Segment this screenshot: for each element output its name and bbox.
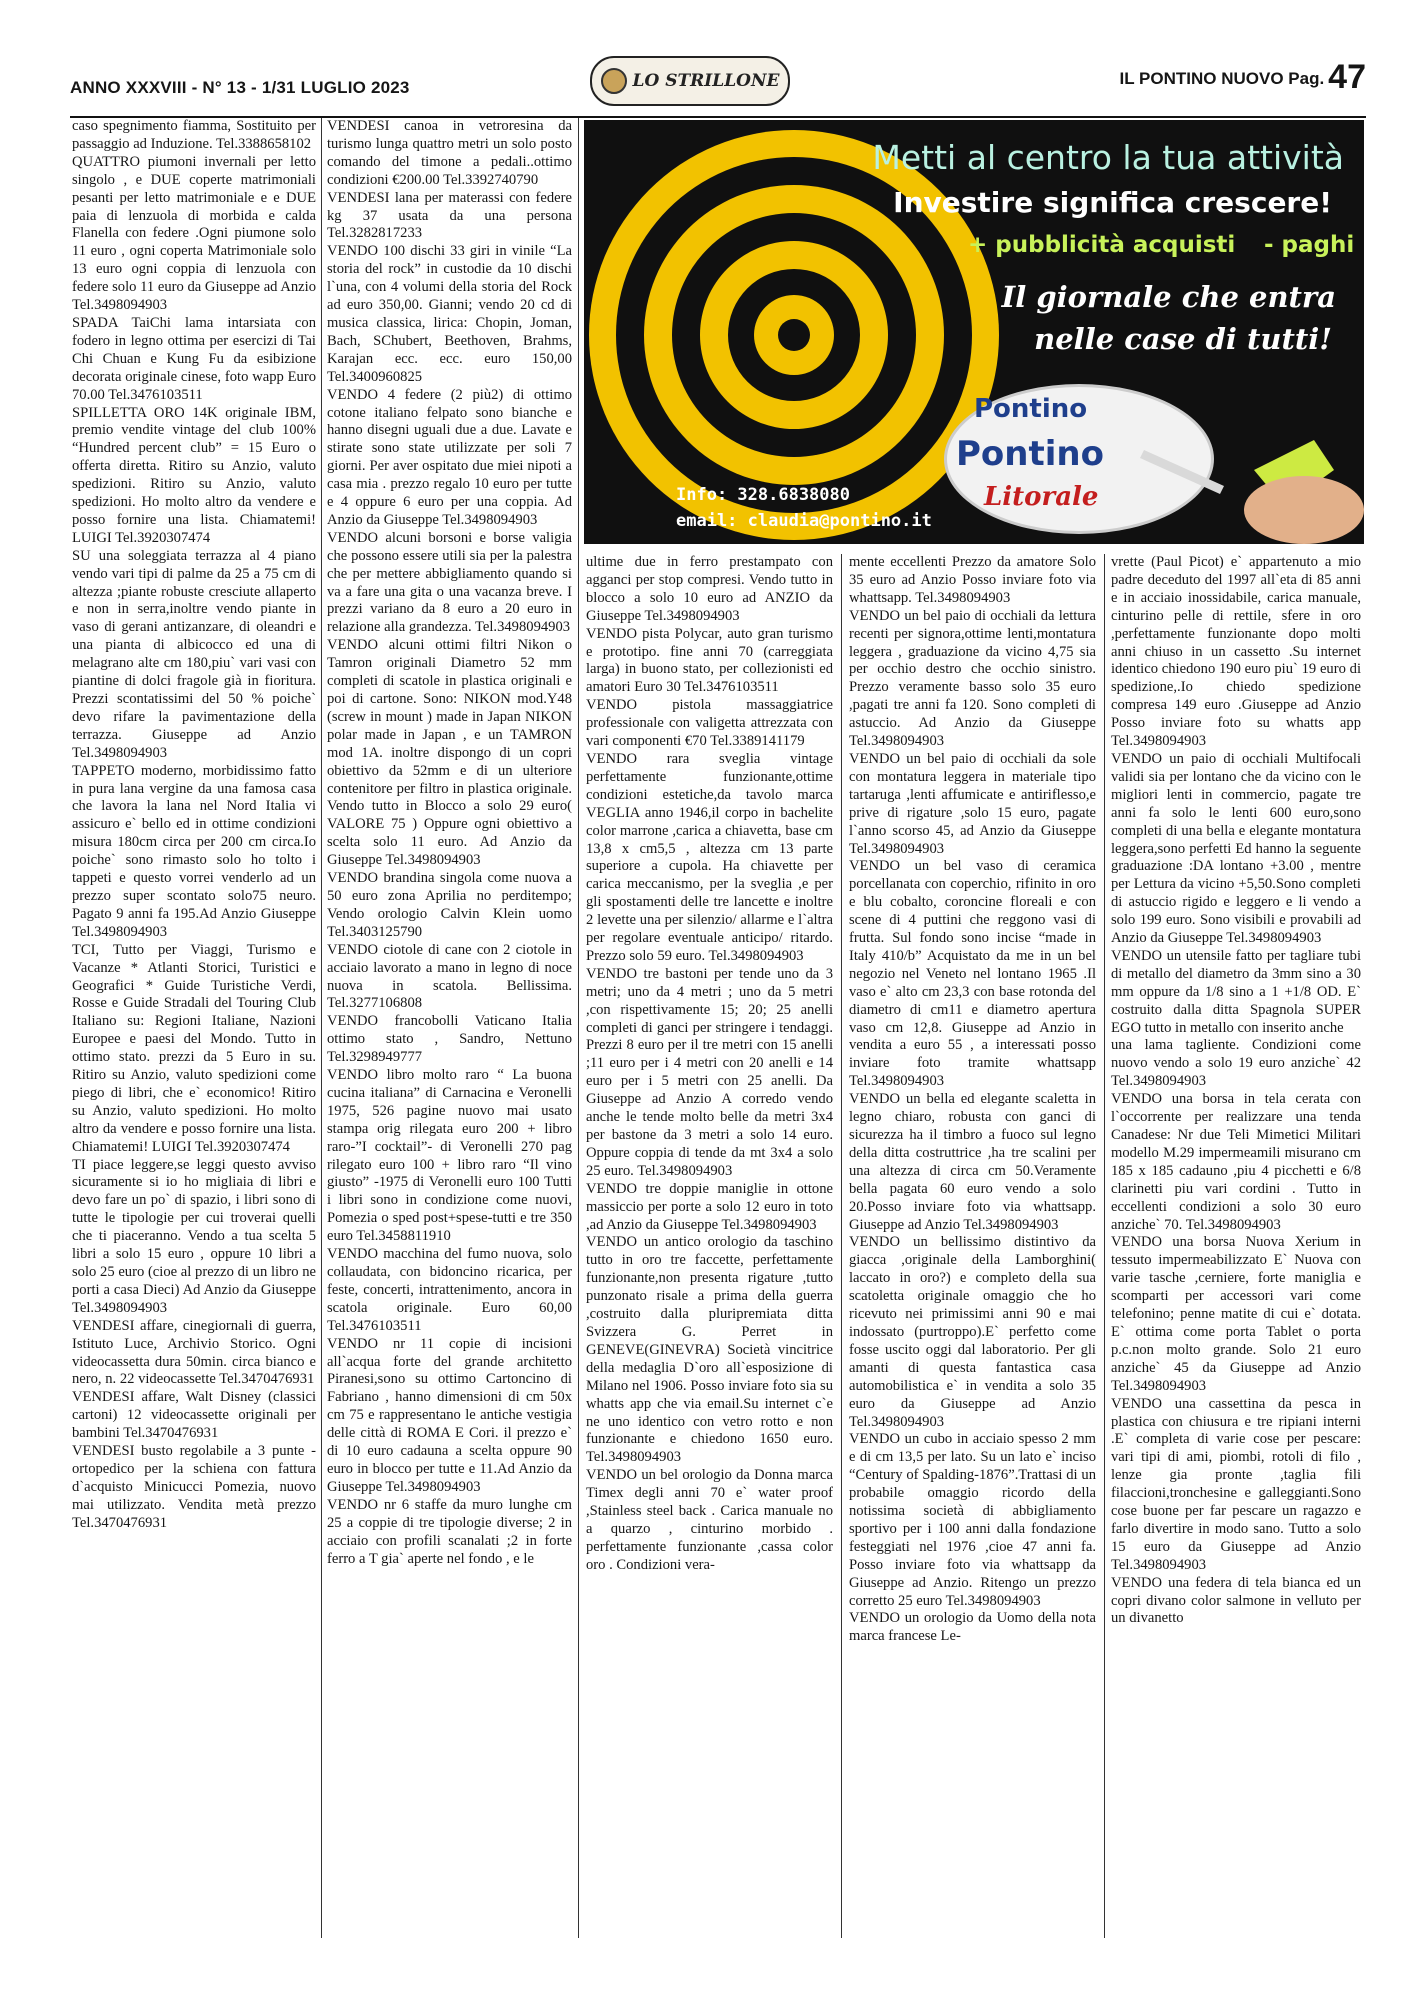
- column-divider: [1104, 554, 1105, 1938]
- ad-headline: Metti al centro la tua attività: [872, 138, 1344, 177]
- ad-tagline-2: nelle case di tutti!: [1034, 322, 1332, 356]
- column-divider: [841, 554, 842, 1938]
- publication-line: [1120, 58, 1366, 97]
- lo-strillone-logo: [590, 56, 790, 106]
- ad-contact: [676, 482, 932, 534]
- page-number: 47: [1328, 58, 1366, 96]
- brand-pontino-2: Pontino: [956, 434, 1104, 474]
- ad-email: email: claudia@pontino.it: [676, 511, 932, 531]
- newsboy-mascot-icon: [601, 68, 627, 94]
- issue-line: ANNO XXXVIII - N° 13 - 1/31 LUGLIO 2023: [70, 78, 410, 97]
- column-divider: [578, 118, 579, 1938]
- dart-hand-icon: [1104, 410, 1364, 544]
- pontino-advertisement: [584, 120, 1364, 544]
- ad-promo-right: - paghi: [1264, 232, 1355, 258]
- ad-subhead: Investire significa crescere!: [893, 186, 1332, 219]
- ad-tagline-1: Il giornale che entra: [1001, 280, 1336, 314]
- classifieds-column-1: caso spegnimento fiamma, Sostituito per passaggio ad Induzione. Tel.3388658102 QUATTRO piumoni invernali per letto singolo , e DUE coperte matrimoniali pesanti per letto matrimoniale e e DUE paia di lenzuola di morbida e calda Flanella con federe .Ogni piumone solo 11 euro , ogni coperta Matrimoniale solo 13 euro ogni coppia di lenzuola con federe solo 11 euro da Giuseppe ad Anzio Tel.3498094903 SPADA TaiChi lama intarsiata con fodero in legno ottima per esercizi di Tai Chi Chuan e Kung Fu da esibizione decorata originale cinese, foto wapp Euro 70.00 Tel.3476103511 SPILLETTA ORO 14K originale IBM, premio vendite vintage del club 100% “Hundred percent club” = 15 Euro o offerta diretta. Ritiro su Anzio, valuto spedizioni. Ritiro su Anzio, valuto spedizioni. Ho molto altro da vendere e posso fornire una lista. Chiamatemi! LUIGI Tel.3920307474 SU una soleggiata terrazza al 4 piano vendo vari tipi di palme da 25 a 75 cm di altezza ;piante robuste cresciute allaperto e non in serra,inoltre vendo piante in vaso di gerani antizanzare, di oleandri e una pianta di albicocco ed una di melagrano alte cm 180,piu` vari vasi con piantine di dolci fragole già in fioritura. Prezzi scontatissimi del 50 % poiche` devo rifare la pavimentazione della terrazza. Giuseppe ad Anzio Tel.3498094903 TAPPETO moderno, morbidissimo fatto in pura lana vergine da una famosa casa che lavora la lana nel Nord Italia vi assicuro e` bello ed in ottime condizioni misura 180cm circa per 200 cm circa.Io poiche` sono rimasto solo ho tolto i tappeti e questo vorrei venderlo ad un prezzo super scontato solo75 neuro. Pagato 9 anni fa 195.Ad Anzio Giuseppe Tel.3498094903 TCI, Tutto per Viaggi, Turismo e Vacanze * Atlanti Storici, Turistici e Geografici * Guide Turistiche Verdi, Rosse e Guide Stradali del Touring Club Italiano su: Regioni Italiane, Nazioni Europee e paesi del Mondo. Tutto in ottimo stato. prezzi da 5 Euro in su. Ritiro su Anzio, valuto spedizioni come piego di libri, che e` economico! Ritiro su Anzio, valuto spedizioni. Ho molto altro da vendere e posso fornire una lista. Chiamatemi! LUIGI Tel.3920307474 TI piace leggere,se leggi questo avviso sicuramente si io ho migliaia di libri e devo fare un po` di spazio, i libri sono di tutte le tipologie per cui troverai quelli che ti piaceranno. Vendo a tua scelta 5 libri a solo 15 euro , oppure 10 libri a solo 25 euro (cioe al prezzo di un libro ne porti a casa Dieci) Ad Anzio da Giuseppe Tel.3498094903 VENDESI affare, cinegiornali di guerra, Istituto Luce, Archivio Storico. Ogni videocassetta dura 50min. circa bianco e nero, n. 22 videocassette Tel.3470476931 VENDESI affare, Walt Disney (classici cartoni) 12 videocassette originali per bambini Tel.3470476931 VENDESI busto regolabile a 3 punte - ortopedico per la schiena con fattura d`acquisto Minicucci Pomezia, nuovo mai utilizzato. Vendita metà prezzo Tel.3470476931: [72, 118, 316, 1531]
- publication-name: IL PONTINO NUOVO Pag.: [1119, 69, 1325, 88]
- brand-pontino-1: Pontino: [974, 394, 1088, 424]
- classifieds-column-5: vrette (Paul Picot) e` appartenuto a mio padre deceduto del 1997 all`eta di 85 anni e in acciaio inossidabile, carica manuale, cinturino pelle di rettile, sfere in oro ,perfettamente funzionante dopo molti anni chiuso in un cassetto .Su internet identico chiedono 190 euro piu` 19 euro di spedizione,.Io chiedo spedizione compresa 149 euro .Giuseppe ad Anzio Posso inviare foto su whatts app Tel.3498094903 VENDO un paio di occhiali Multifocali validi sia per lontano che da vicino con le migliori lenti in commercio, pagate tre anni fa solo le lenti 600 euro,sono completi di una bella e elegante montatura leggera,sono perfetti Ed hanno la seguente graduazione :DA lontano +3.00 , mentre per Lettura da vicino +5,50.Sono completi di astuccio rigido e leggero e li vendo a solo 199 euro. Sono visibili e provabili ad Anzio da Giuseppe Tel.3498094903 VENDO un utensile fatto per tagliare tubi di metallo del diametro da 3mm sino a 30 mm oppure da 1/8 sino a 1 +1/8 OD. E` costruito dalla ditta Spagnola SUPER EGO tutto in metallo con inserito anche una lama tagliente. Condizioni come nuovo vendo a solo 19 euro anziche` 42 Tel.3498094903 VENDO una borsa in tela cerata con l`occorrente per realizzare una tenda Canadese: Nr due Teli Mimetici Militari modello M.29 impermeamili misurano cm 185 x 185 cadauno ,piu 4 picchetti e 6/8 clarinetti piu vari cordini . Tutto in eccellenti condizioni a solo 30 euro anziche` 70. Tel.3498094903 VENDO una borsa Nuova Xerium in tessuto impermeabilizzato E` Nuova con varie tasche ,cerniere, forte maniglia e scomparti per accessori vari come telefonino; penne matite di cui e` dotata. E` ottima come porta Tablet o porta p.c.non molto grande. Solo 21 euro anziche` 45 da Giuseppe ad Anzio Tel.3498094903 VENDO una cassettina da pesca in plastica con chiusura e tre ripiani interni .E` completa di varie cose per pescare: vari tipi di ami, piombi, rotoli di filo , lenze gia pronte ,taglia fili filaccioni,tronchesine e galleggianti.Sono cose buone per far pescare un ragazzo e farlo divertire in modo sano. Tutto a solo 15 euro da Giuseppe ad Anzio Tel.3498094903 VENDO una federa di tela bianca ed un copri divano color salmone in velluto per un divanetto: [1111, 554, 1361, 1627]
- page-header: [70, 56, 1366, 118]
- logo-wordmark: LO STRILLONE: [632, 71, 780, 91]
- classifieds-column-3: ultime due in ferro prestampato con agganci per stop compresi. Vendo tutto in blocco a solo 10 euro ad ANZIO da Giuseppe Tel.3498094903 VENDO pista Polycar, auto gran turismo e prototipo. fine anni 70 (carreggiata larga) in buono stato, per collezionisti ed amatori Euro 30 Tel.3476103511 VENDO pistola massaggiatrice professionale con valigetta attrezzata con vari componenti €70 Tel.3389141179 VENDO rara sveglia vintage perfettamente funzionante,ottime condizioni estetiche,da tavolo marca VEGLIA anno 1946,il corpo in bachelite color marrone ,carica a chiavetta, base cm 13,8 x cm5,5 , altezza cm 13 parte superiore a cupola. Ha chiavette per carica meccanismo, per la sveglia ,e per gli spostamenti delle tre lancette e inoltre 2 levette una per silenzio/ allarme e l`altra per regolare eventuale anticipo/ ritardo. Prezzo solo 59 euro. Tel.3498094903 VENDO tre bastoni per tende uno da 3 metri; uno da 4 metri ; uno da 5 metri ,con rispettivamente 15; 20; 25 anelli completi di ganci per stringere i tendaggi. Prezzi 8 euro per il tre metri con 15 anelli ;11 euro per i 4 metri con 20 anelli e 14 euro per i 5 metri con 25 anelli. Da Giuseppe ad Anzio A corredo vendo anche le tende molto belle da metri 3x4 per bastone da 3 metri a solo 14 euro. Oppure coppia di tende da mt 3x4 a solo 25 euro. Tel.3498094903 VENDO tre doppie maniglie in ottone massiccio per porte a solo 12 euro in toto ,ad Anzio da Giuseppe Tel.3498094903 VENDO un antico orologio da taschino tutto in oro tre faccette, perfettamente funzionante,non presenta rigature ,tutto punzonato risale a prima della guerra ,costruito dalla pluripremiata ditta Svizzera G. Perret in GENEVE(GINEVRA) Società vincitrice della medaglia D`oro all`esposizione di Milano nel 1906. Posso inviare foto sia su whatts app che via email.Su internet c`e ne uno identico con vetro rotto e non funzionante e chiedono 1650 euro. Tel.3498094903 VENDO un bel orologio da Donna marca Timex degli anni 70 e` water proof ,Stainless steel back . Carica manuale no a quarzo , cinturino morbido . perfettamente funzionante ,cassa color oro . Condizioni vera-: [586, 554, 833, 1573]
- classifieds-column-4: mente eccellenti Prezzo da amatore Solo 35 euro ad Anzio Posso inviare foto via whattsapp. Tel.3498094903 VENDO un bel paio di occhiali da lettura recenti per signora,ottime lenti,montatura leggera , graduazione da vicino 4,75 sia per occhio destro che occhio sinistro. Prezzo veramente basso solo 35 euro ,pagati tre anni fa 120. Sono completi di astuccio. Ad Anzio da Giuseppe Tel.3498094903 VENDO un bel paio di occhiali da sole con montatura leggera in materiale tipo tartaruga ,lenti affumicate e antiriflesso,e prive di rigature ,solo 15 euro, pagate l`anno scorso 45, ad Anzio da Giuseppe Tel.3498094903 VENDO un bel vaso di ceramica porcellanata con coperchio, rifinito in oro e blu cobalto, coroncine floreali e con scene di 4 puttini che reggono vasi di frutta. Sul fondo sono incise “made in Italy 410/b” Acquistato da me in un bel negozio nel Veneto nel lontano 1965 .Il vaso e` alto cm 23,3 con base rotonda del diametro di cm11 e diametro apertura vaso cm 12,8. Giuseppe ad Anzio in vendita a euro 55 , a interessati posso inviare foto tramite whattsapp Tel.3498094903 VENDO un bella ed elegante scaletta in legno chiaro, robusta con ganci di sicurezza ha il timbro a fuoco sul legno della ditta costruttrice ,ha tre scalini per una altezza di circa cm 50.Veramente bella pagata 60 euro vendo a solo 20.Posso inviare foto via whattsapp. Giuseppe ad Anzio Tel.3498094903 VENDO un bellissimo distintivo da giacca ,originale della Lamborghini( laccato in oro?) e completo della sua scatoletta originale omaggio che ho ricevuto nei primissimi anni 90 e mai indossato (purtroppo).E` perfetto come fosse uscito oggi dal laboratorio. Per gli amanti di questa fantastica casa automobilistica e` in vendita a solo 35 euro da Giuseppe ad Anzio Tel.3498094903 VENDO un cubo in acciaio spesso 2 mm e di cm 13,5 per lato. Su un lato e` inciso “Century of Spalding-1876”.Trattasi di un probabile omaggio ricordo della notissima società di abbigliamento sportivo per i 100 anni dalla fondazione festeggiati nel 1976 ,cioe 47 anni fa. Posso inviare foto via whattsapp da Giuseppe ad Anzio. Ritengo un prezzo corretto 25 euro Tel.3498094903 VENDO un orologio da Uomo della nota marca francese Le-: [849, 554, 1096, 1645]
- column-divider: [321, 118, 322, 1938]
- brand-litorale: Litorale: [984, 482, 1099, 512]
- ad-promo-left: + pubblicità acquisti: [968, 232, 1236, 258]
- classifieds-column-2: VENDESI canoa in vetroresina da turismo lunga quattro metri un solo posto comando del timone a pedali..ottimo condizioni €200.00 Tel.3392740790 VENDESI lana per materassi con federe kg 37 usata da una persona Tel.3282817233 VENDO 100 dischi 33 giri in vinile “La storia del rock” in custodie da 10 dischi l`una, con 4 volumi della storia del Rock ad euro 350,00. Gianni; vendo 20 cd di musica classica, lirica: Chopin, Joman, Bach, SChubert, Beethoven, Brahms, Karajan ecc. ecc. euro 150,00 Tel.3400960825 VENDO 4 federe (2 più2) di ottimo cotone italiano felpato sono bianche e hanno disegni uguali due a due. Lavate e stirate sono state utilizzate per soli 7 giorni. Per aver ospitato due miei nipoti a casa mia . prezzo regalo 10 euro per tutte e 4 oppure 6 euro per una coppia. Ad Anzio da Giuseppe Tel.3498094903 VENDO alcuni borsoni e borse valigia che possono essere utili sia per la palestra che per mettere abbigliamento quando si va a fare una gita o una vacanza breve. I prezzi variano da 8 euro a 20 euro in relazione alla grandezza. Tel.3498094903 VENDO alcuni ottimi filtri Nikon o Tamron originali Diametro 52 mm completi di scatole in plastica originali e poi di cartone. Sono: NIKON mod.Y48 (screw in mount ) made in Japan NIKON polar made in Japan , e un TAMRON mod 1A. inoltre dispongo di un copri obiettivo da 52mm e di un ulteriore contenitore per filtro in plastica originale. Vendo tutto in Blocco a solo 29 euro( VALORE 75 ) Oppure ogni obiettivo a scelta solo 11 euro. Ad Anzio da Giuseppe Tel.3498094903 VENDO brandina singola come nuova a 50 euro zona Aprilia no perditempo; Vendo orologio Calvin Klein uomo Tel.3403125790 VENDO ciotole di cane con 2 ciotole in acciaio lavorato a mano in legno di noce nuova in scatola. Bellissima. Tel.3277106808 VENDO francobolli Vaticano Italia ottimo stato , Sandro, Nettuno Tel.3298949777 VENDO libro molto raro “ La buona cucina italiana” di Carnacina e Veronelli 1975, 526 pagine nuovo mai usato stampa orig rilegata euro 200 + libro raro-”I cocktail”- di Veronelli 270 pag rilegato euro 100 + libro raro “Il vino giusto” -1975 di Veronelli euro 100 Tutti i libri sono in condizione come nuovi, Pomezia o sped post+spese-tutti e tre 350 euro Tel.3458811910 VENDO macchina del fumo nuova, solo collaudata, con bidoncino ricarica, per feste, concerti, intrattenimento, ancora in scatola originale. Euro 60,00 Tel.3476103511 VENDO nr 11 copie di incisioni all`acqua forte del grande architetto Piranesi,sono su ottimo Cartoncino di Fabriano , hanno dimensioni di cm 50x cm 75 e rappresentano le antiche vestigia delle città di ROMA E Cori. il prezzo e` di 10 euro cadauna a scelta oppure 90 euro in blocco per tutte e 11.Ad Anzio da Giuseppe Tel.3498094903 VENDO nr 6 staffe da muro lunghe cm 25 a coppie di tre tipologie diverse; 2 in acciaio con profili scanalati ;2 in forte ferro a T gia` aperte nel fondo , e le: [327, 118, 572, 1567]
- ad-phone: Info: 328.6838080: [676, 485, 850, 505]
